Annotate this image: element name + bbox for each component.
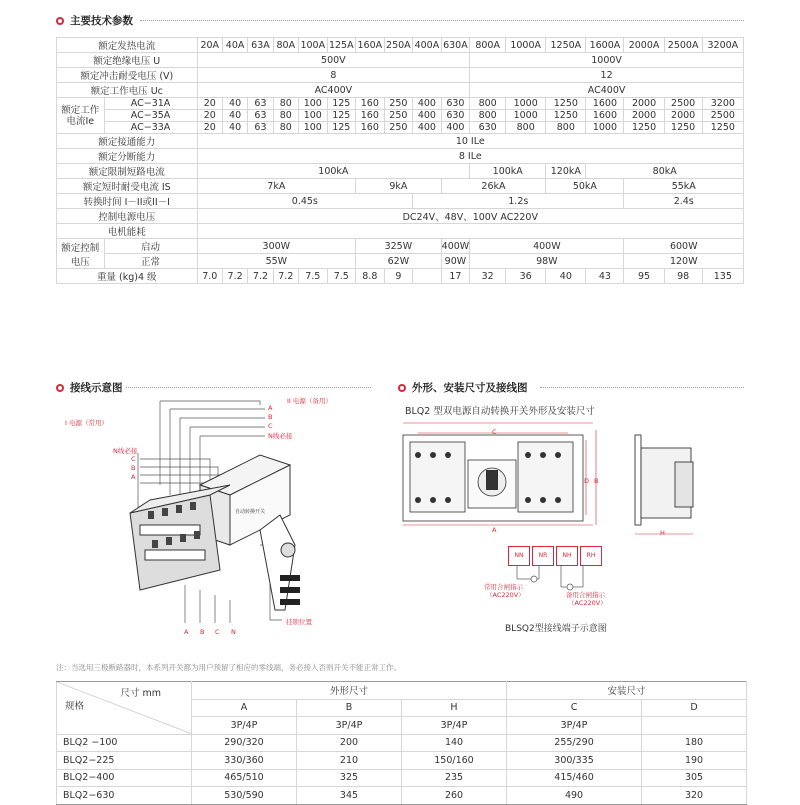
terminal-caption: BLSQ2型接线端子示意图 — [505, 624, 607, 634]
dim-cell: 150/160 — [402, 752, 507, 770]
group-label: 额定控制电压 — [57, 239, 105, 269]
table-row — [57, 122, 744, 134]
ac-value: 400 — [413, 110, 442, 122]
table-cell: 55W — [197, 254, 356, 269]
dim-cell: 305 — [642, 769, 747, 787]
ac-value: 2000 — [624, 110, 664, 122]
dim-cell: 190 — [642, 752, 747, 770]
current-value: 1250A — [546, 38, 586, 53]
table-cell: 8 — [197, 68, 470, 83]
ac-value: 125 — [327, 98, 356, 110]
table-cell: 90W — [441, 254, 470, 269]
dim-cell: 235 — [402, 769, 507, 787]
table-row — [57, 769, 747, 787]
table-cell: 26kA — [441, 179, 546, 194]
table-row — [57, 164, 744, 179]
model-cell: BLQ2−630 — [57, 787, 192, 805]
ac-value: 1600 — [586, 110, 624, 122]
current-value: 800A — [470, 38, 506, 53]
current-value: 1000A — [506, 38, 546, 53]
wiring-bottom-letter: N — [231, 628, 236, 636]
current-value: 125A — [328, 39, 354, 51]
ac-label: AC−31A — [104, 98, 197, 110]
current-value: 160A — [357, 39, 383, 51]
dim-cell: 210 — [297, 752, 402, 770]
ac-value: 1600 — [586, 98, 624, 110]
ac-value: 250 — [384, 122, 413, 134]
poles-b: 3P/4P — [297, 717, 402, 735]
poles-c: 3P/4P — [507, 717, 642, 735]
wiring-bottom-letter: B — [200, 628, 205, 636]
table-cell: 100kA — [197, 164, 470, 179]
table-row — [57, 194, 744, 209]
divider — [126, 387, 371, 388]
col-a: A — [192, 699, 297, 717]
row-label: 额定发热电流 — [57, 38, 198, 53]
group-label: 额定工作电流Ie — [57, 98, 105, 134]
row-label: 额定限制短路电流 — [57, 164, 198, 179]
table-cell: 400W — [441, 240, 470, 252]
current-value: 80A — [273, 38, 298, 53]
table-cell: 50kA — [546, 179, 624, 194]
dim-cell: 140 — [402, 734, 507, 752]
dim-cell: 200 — [297, 734, 402, 752]
table-cell: 7kA — [197, 179, 356, 194]
table-cell: 1000V — [470, 53, 744, 68]
col-c: C — [507, 699, 642, 717]
wiring-top-letter: C — [268, 422, 273, 430]
mount-header: 安装尺寸 — [507, 682, 747, 700]
ac-value: 20 — [197, 98, 222, 110]
dim-cell: 345 — [297, 787, 402, 805]
ac-value: 3200 — [702, 98, 743, 110]
terminal-strip — [508, 546, 602, 566]
table-cell: DC24V、48V、100V AC220V — [197, 209, 743, 224]
table-row — [57, 68, 744, 83]
weight-value: 7.2 — [273, 269, 298, 284]
ac-value: 125 — [327, 122, 356, 134]
ac-value: 20 — [197, 122, 222, 134]
dim-cell: 415/460 — [507, 769, 642, 787]
dim-b-label: B — [594, 477, 599, 485]
ac-value: 1250 — [624, 122, 664, 134]
col-b: B — [297, 699, 402, 717]
wiring-section-title — [56, 380, 123, 395]
ac-value: 160 — [356, 110, 385, 122]
weight-value: 17 — [441, 269, 470, 284]
dim-cell: 465/510 — [192, 769, 297, 787]
weight-value: 7.2 — [222, 269, 247, 284]
divider — [540, 387, 744, 388]
ac-value: 1250 — [702, 122, 743, 134]
ac-value: 63 — [248, 98, 273, 110]
table-cell: 325W — [356, 239, 442, 254]
ac-value: 400 — [413, 98, 442, 110]
row-label: 额定绝缘电压 U — [57, 53, 198, 68]
table-cell: 2.4s — [624, 194, 744, 209]
unit-label: 自动转换开关 — [235, 509, 266, 515]
dimensions-table — [56, 681, 747, 805]
normal-label: 正常 — [104, 254, 197, 269]
handle-label: 挂锁位置 — [286, 618, 312, 626]
table-cell: 600W — [624, 239, 744, 254]
table-cell: 62W — [356, 254, 442, 269]
table-row — [57, 134, 744, 149]
bullet-icon — [56, 17, 64, 25]
row-label: 重量 (kg)4 级 — [57, 269, 198, 284]
current-value: 400A — [414, 39, 440, 51]
table-row — [57, 752, 747, 770]
current-value: 20A — [197, 38, 222, 53]
weight-value: 40 — [546, 269, 586, 284]
power2-label: II 电源（备用） — [287, 397, 332, 405]
ac-value: 20 — [197, 110, 222, 122]
weight-value: 9 — [384, 269, 413, 284]
model-cell: BLQ2−400 — [57, 769, 192, 787]
indicator1-voltage: （AC220V） — [486, 591, 525, 599]
ac-value: 160 — [356, 98, 385, 110]
poles-a: 3P/4P — [192, 717, 297, 735]
weight-value: 7.5 — [299, 269, 328, 284]
ac-value: 63 — [248, 122, 273, 134]
current-value: 250A — [386, 39, 411, 51]
table-row — [57, 98, 744, 110]
weight-value: 7.5 — [327, 269, 356, 284]
table-row — [57, 224, 744, 239]
table-row — [57, 239, 744, 254]
wiring-diagram — [110, 395, 360, 640]
poles-h: 3P/4P — [402, 717, 507, 735]
table-cell: 0.45s — [197, 194, 413, 209]
ac-value: 80 — [273, 98, 298, 110]
outline-section-title — [398, 380, 528, 395]
ac-value: 250 — [384, 98, 413, 110]
current-value: 40A — [222, 38, 247, 53]
weight-value: 7.0 — [197, 269, 222, 284]
wiring-bottom-letter: C — [215, 628, 220, 636]
current-value: 1600A — [586, 38, 624, 53]
table-row — [57, 787, 747, 805]
dim-cell: 290/320 — [192, 734, 297, 752]
ac-value: 160 — [356, 122, 385, 134]
table-cell: 9kA — [356, 179, 442, 194]
dim-cell: 530/590 — [192, 787, 297, 805]
wiring-left-label: A — [131, 473, 136, 481]
wiring-left-label: B — [131, 464, 136, 472]
weight-value: 135 — [702, 269, 743, 284]
outline-subtitle: BLQ2 型双电源自动转换开关外形及安装尺寸 — [405, 406, 595, 417]
spec-label: 规格 — [65, 701, 85, 712]
ac-value: 40 — [222, 98, 247, 110]
current-value: 63A — [248, 38, 273, 53]
weight-value: 95 — [624, 269, 664, 284]
dim-cell: 490 — [507, 787, 642, 805]
table-cell: 10 ILe — [197, 134, 743, 149]
ac-value: 1000 — [586, 122, 624, 134]
table-cell: AC400V — [470, 83, 744, 98]
indicator2-voltage: （AC220V） — [568, 599, 607, 607]
size-label: 尺寸 mm — [120, 688, 161, 699]
dim-cell: 320 — [642, 787, 747, 805]
ac-value: 100 — [299, 98, 328, 110]
row-label: 控制电源电压 — [57, 209, 198, 224]
table-row — [57, 254, 744, 269]
ac-value: 100 — [299, 122, 328, 134]
table-row — [57, 209, 744, 224]
ac-value: 40 — [222, 110, 247, 122]
table-row — [57, 110, 744, 122]
row-label: 额定接通能力 — [57, 134, 198, 149]
current-value: 2500A — [664, 38, 702, 53]
table-cell: 80kA — [586, 164, 744, 179]
indicator2-label: 备用合闸指示 — [566, 591, 605, 599]
weight-value: 98 — [664, 269, 702, 284]
table-row — [57, 53, 744, 68]
current-value: 100A — [300, 39, 326, 51]
col-h: H — [402, 699, 507, 717]
model-cell: BLQ2 −100 — [57, 734, 192, 752]
ac-value: 1250 — [546, 98, 586, 110]
ac-value: 1250 — [546, 110, 586, 122]
table-cell: 120kA — [546, 164, 586, 179]
dim-cell: 330/360 — [192, 752, 297, 770]
table-cell: AC400V — [197, 83, 470, 98]
dim-cell: 180 — [642, 734, 747, 752]
weight-value: 43 — [586, 269, 624, 284]
specs-section-title — [56, 13, 133, 28]
dim-c-label: C — [492, 428, 497, 436]
table-cell: 12 — [470, 68, 744, 83]
ac-label: AC−33A — [104, 122, 197, 134]
ac-value: 125 — [327, 110, 356, 122]
bullet-icon — [398, 384, 406, 392]
note-text: 注：当选用三极断路器时，本系列开关都为用户预留了相应的零线端，务必接入否则开关不能正常工作。 — [56, 663, 401, 672]
dim-d-label: D — [584, 477, 590, 485]
specs-table — [56, 37, 744, 284]
ac-value: 800 — [470, 98, 506, 110]
table-cell: 55kA — [624, 179, 744, 194]
weight-value: 7.2 — [248, 269, 273, 284]
dim-cell: 260 — [402, 787, 507, 805]
wiring-top-letter: B — [268, 413, 273, 421]
dim-h-label: H — [660, 529, 665, 537]
bullet-icon — [56, 384, 64, 392]
table-cell: 98W — [470, 254, 624, 269]
ac-value: 250 — [384, 110, 413, 122]
ac-value: 80 — [273, 110, 298, 122]
outline-title: 外形、安装尺寸及接线图 — [412, 382, 528, 394]
dim-a-label: A — [492, 526, 497, 534]
ac-value: 630 — [441, 110, 470, 122]
table-cell: 8 ILe — [197, 149, 743, 164]
ac-value: 100 — [299, 110, 328, 122]
ac-value: 1000 — [506, 110, 546, 122]
ac-value: 400 — [441, 122, 470, 134]
weight-value: 36 — [506, 269, 546, 284]
table-cell: 500V — [197, 53, 470, 68]
outline-header: 外形尺寸 — [192, 682, 507, 700]
terminal-nh: NH — [556, 546, 578, 566]
ac-value: 2000 — [664, 110, 702, 122]
table-row — [57, 149, 744, 164]
ac-value: 2000 — [624, 98, 664, 110]
ac-value: 2500 — [702, 110, 743, 122]
ac-value: 1000 — [506, 98, 546, 110]
row-label: 电机能耗 — [57, 224, 198, 239]
table-row — [57, 734, 747, 752]
ac-value: 1250 — [664, 122, 702, 134]
wiring-top-letter: N线必接 — [268, 432, 293, 440]
terminal-nr: NR — [532, 546, 554, 566]
row-label: 额定分断能力 — [57, 149, 198, 164]
ac-value: 800 — [546, 122, 586, 134]
ac-value: 63 — [248, 110, 273, 122]
weight-value: 8.8 — [356, 269, 385, 284]
poles-d — [642, 717, 747, 735]
start-label: 启动 — [104, 239, 197, 254]
ac-value: 800 — [470, 110, 506, 122]
dim-cell: 300/335 — [507, 752, 642, 770]
table-row — [57, 269, 744, 284]
row-label: 转换时间 I－II或II－I — [57, 194, 198, 209]
outline-front-view — [398, 420, 608, 530]
row-label: 额定冲击耐受电压 (V) — [57, 68, 198, 83]
ac-value: 630 — [470, 122, 506, 134]
dims-corner — [57, 682, 192, 735]
wiring-title: 接线示意图 — [70, 382, 123, 394]
weight-value — [413, 269, 442, 284]
indicator1-label: 常用合闸指示 — [484, 583, 523, 591]
table-row — [57, 83, 744, 98]
table-cell: 1.2s — [413, 194, 624, 209]
table-cell — [197, 224, 743, 239]
wiring-left-label: N线必接 — [113, 447, 138, 455]
table-cell: 400W — [470, 239, 624, 254]
current-value: 630A — [443, 39, 468, 51]
table-row — [57, 38, 744, 53]
table-cell: 120W — [624, 254, 744, 269]
ac-value: 800 — [506, 122, 546, 134]
wiring-top-letter: A — [268, 404, 273, 412]
terminal-nn: NN — [508, 546, 530, 566]
ac-value: 40 — [222, 122, 247, 134]
ac-value: 2500 — [664, 98, 702, 110]
ac-value: 400 — [413, 122, 442, 134]
ac-value: 80 — [273, 122, 298, 134]
dim-cell: 255/290 — [507, 734, 642, 752]
row-label: 额定短时耐受电流 IS — [57, 179, 198, 194]
table-cell: 300W — [197, 239, 356, 254]
outline-side-view — [625, 430, 705, 542]
terminal-rh: RH — [580, 546, 602, 566]
dim-cell: 325 — [297, 769, 402, 787]
row-label: 额定工作电压 Uc — [57, 83, 198, 98]
current-value: 2000A — [624, 38, 664, 53]
current-value: 3200A — [702, 38, 743, 53]
ac-value: 630 — [441, 98, 470, 110]
ac-label: AC−35A — [104, 110, 197, 122]
table-row — [57, 179, 744, 194]
model-cell: BLQ2−225 — [57, 752, 192, 770]
table-cell: 100kA — [470, 164, 546, 179]
wiring-left-label: C — [131, 455, 136, 463]
col-d: D — [642, 699, 747, 717]
wiring-bottom-letter: A — [184, 628, 189, 636]
divider — [140, 20, 744, 21]
specs-title: 主要技术参数 — [70, 15, 133, 27]
power1-label: I 电源（常用） — [65, 419, 108, 427]
weight-value: 32 — [470, 269, 506, 284]
